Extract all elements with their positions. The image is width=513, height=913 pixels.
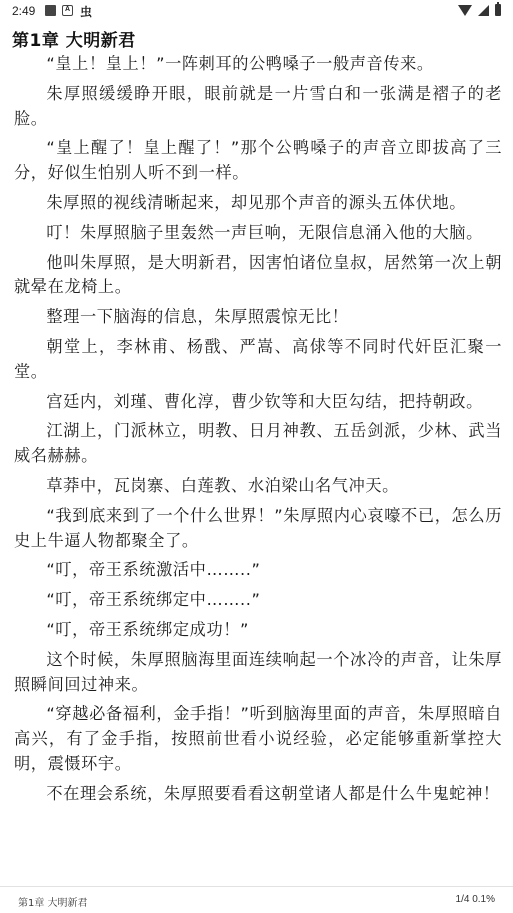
paragraph: “叮，帝王系统绑定中……..”	[46, 590, 261, 610]
battery-icon	[495, 4, 501, 16]
paragraph: 这个时候，朱厚照脑海里面连续响起一个冰冷的声音，让朱厚照瞬间回过神来。	[14, 649, 502, 694]
paragraph: 叮！朱厚照脑子里轰然一声巨响，无限信息涌入他的大脑。	[46, 222, 483, 242]
wifi-icon	[458, 5, 472, 16]
paragraph: 朱厚照的视线清晰起来，却见那个声音的源头五体伏地。	[46, 192, 467, 212]
reader-content[interactable]	[14, 52, 502, 812]
paragraph: “叮，帝王系统激活中……..”	[46, 560, 261, 580]
paragraph: 朱厚照缓缓睁开眼，眼前就是一片雪白和一张满是褶子的老脸。	[14, 83, 502, 128]
paragraph: 草莽中，瓦岗寨、白莲教、水泊梁山名气冲天。	[46, 475, 399, 495]
square-notification-icon	[45, 5, 56, 16]
bug-notification-icon: 虫	[80, 5, 93, 19]
signal-icon	[478, 5, 489, 16]
paragraph: 整理一下脑海的信息，朱厚照震惊无比！	[46, 307, 349, 327]
paragraph: “叮，帝王系统绑定成功！”	[46, 619, 250, 639]
footer-chapter-title: 第1章 大明新君	[18, 898, 88, 909]
paragraph: 江湖上，门派林立，明教、日月神教、五岳剑派，少林、武当威名赫赫。	[14, 421, 502, 466]
paragraph: “皇上醒了！皇上醒了！”那个公鸭嗓子的声音立即拔高了三分，好似生怕别人听不到一样。	[14, 138, 502, 183]
paragraph: “皇上！皇上！”一阵刺耳的公鸭嗓子一般声音传来。	[46, 54, 434, 73]
chapter-title: 第1章 大明新君	[12, 31, 136, 51]
status-icons	[458, 4, 501, 16]
reader-footer	[0, 886, 513, 913]
reading-progress: 1/4 0.1%	[455, 894, 495, 905]
paragraph: “穿越必备福利，金手指！”听到脑海里面的声音，朱厚照暗自高兴，有了金手指，按照前世看小说经验，必定能够重新掌控大明，震慑环宇。	[14, 704, 502, 773]
clock-time: 2:49	[12, 4, 36, 18]
paragraph: 不在理会系统，朱厚照要看看这朝堂诸人都是什么牛鬼蛇神！	[46, 783, 500, 803]
paragraph: 他叫朱厚照，是大明新君，因害怕诸位皇叔，居然第一次上朝就晕在龙椅上。	[14, 252, 502, 297]
a-notification-icon: A	[62, 5, 73, 16]
paragraph: “我到底来到了一个什么世界！”朱厚照内心哀嚎不已，怎么历史上牛逼人物都聚全了。	[14, 505, 502, 550]
status-bar	[0, 0, 513, 22]
paragraph: 朝堂上，李林甫、杨戬、严嵩、高俅等不同时代奸臣汇聚一堂。	[14, 336, 502, 381]
paragraph: 宫廷内，刘瑾、曹化淳，曹少钦等和大臣勾结，把持朝政。	[46, 391, 483, 411]
